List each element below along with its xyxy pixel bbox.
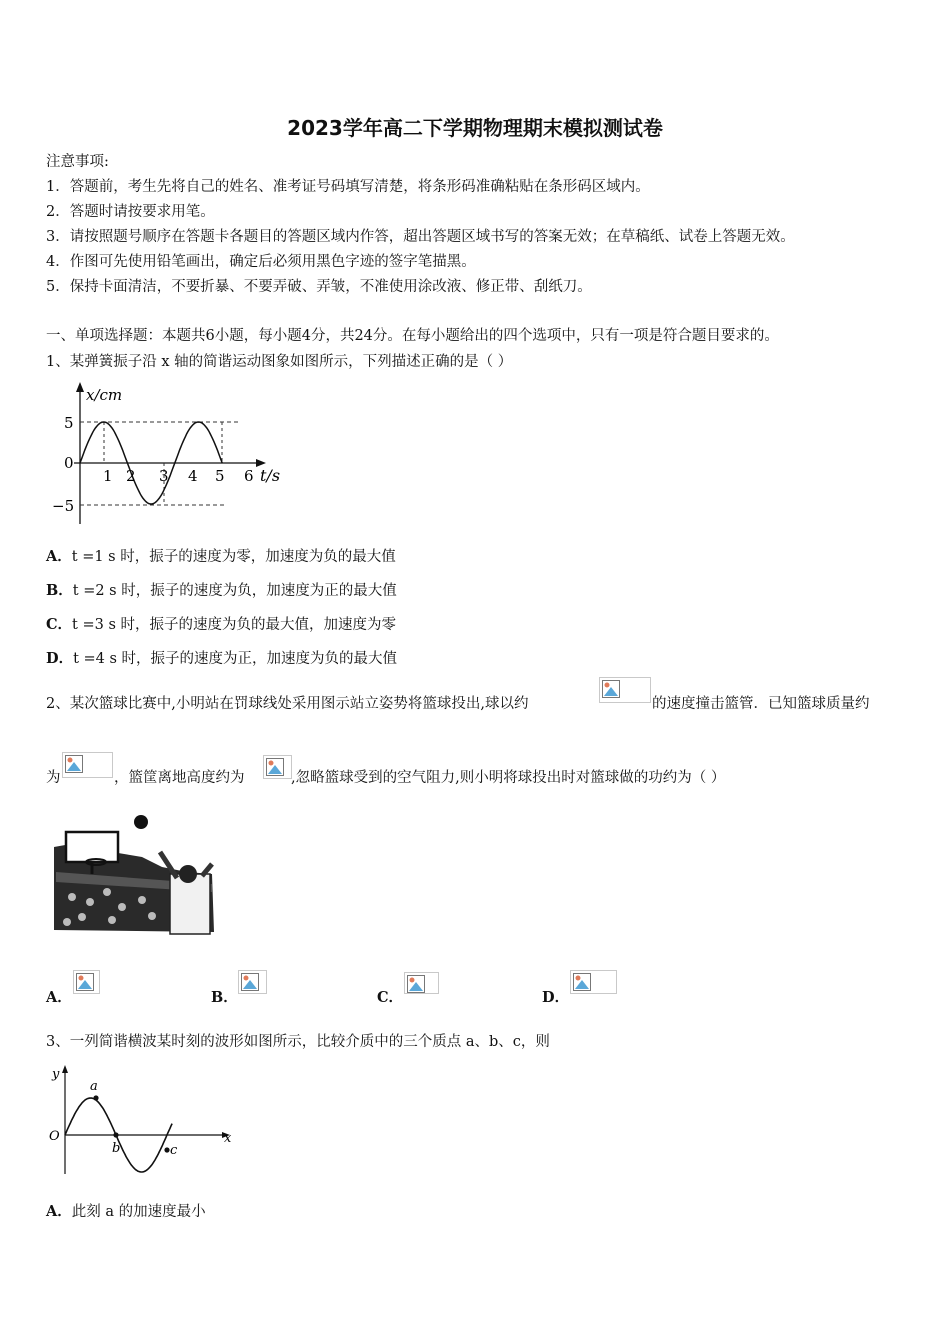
notice-item: 4．作图可先使用铅笔画出，确定后必须用黑色字迹的签字笔描黑。: [46, 254, 476, 270]
option-label: C．: [46, 616, 73, 633]
notice-item: 5．保持卡面清洁，不要折暴、不要弄破、弄皱，不准使用涂改液、修正带、刮纸刀。: [46, 279, 592, 295]
q3-x-label: x: [224, 1131, 232, 1146]
q2-stem-line1b: 的速度撞击篮管．已知篮球质量约: [652, 696, 870, 712]
option-text: t =3 s 时，振子的速度为负的最大值，加速度为零: [72, 617, 397, 633]
q2-stem-line2a: 为: [46, 770, 61, 786]
q1-option-d[interactable]: [46, 647, 397, 668]
option-label: A．: [46, 1203, 72, 1220]
option-label: B．: [46, 582, 73, 599]
broken-image-icon: [238, 970, 267, 994]
option-label: D．: [46, 650, 74, 667]
section-heading: 一、单项选择题：本题共6小题，每小题4分，共24分。在每小题给出的四个选项中，只有一项是符合题目要求的。: [46, 328, 779, 344]
broken-image-icon: [263, 755, 292, 779]
page-title: 2023学年高二下学期物理期末模拟测试卷: [287, 116, 663, 140]
q1-ytick: −5: [52, 497, 75, 515]
q2-basketball-photo: [52, 812, 217, 937]
q1-xtick: 1: [103, 467, 113, 485]
option-text: t =2 s 时，振子的速度为负，加速度为正的最大值: [72, 583, 397, 599]
q3-y-label: y: [52, 1067, 60, 1082]
option-label: A．: [46, 548, 72, 565]
q2-option-c[interactable]: [377, 986, 403, 1007]
q2-stem-line1a: 2、某次篮球比赛中,小明站在罚球线处采用图示站立姿势将篮球投出,球以约: [46, 696, 529, 712]
q3-point-c: [164, 1147, 169, 1152]
q2-option-a[interactable]: [46, 986, 72, 1007]
q1-option-a[interactable]: [46, 545, 396, 566]
q1-option-c[interactable]: [46, 613, 396, 634]
question-1-stem: 1、某弹簧振子沿 x 轴的简谐运动图象如图所示，下列描述正确的是（ ）: [46, 354, 513, 370]
q2-stem-line2b: ，篮筐离地高度约为: [114, 770, 245, 786]
q1-xtick: 4: [188, 467, 198, 485]
q1-ytick: 0: [64, 454, 74, 472]
q2-option-b[interactable]: [211, 986, 238, 1007]
question-3-stem: 3、一列简谐横波某时刻的波形如图所示，比较介质中的三个质点 a、b、c，则: [46, 1034, 550, 1050]
notice-heading: 注意事项:: [46, 154, 109, 170]
option-text: t =4 s 时，振子的速度为正，加速度为负的最大值: [73, 651, 398, 667]
broken-image-icon: [62, 752, 113, 778]
q1-x-label: t/s: [260, 466, 281, 485]
q3-label-c: c: [170, 1143, 178, 1158]
option-label: D．: [542, 989, 570, 1006]
q1-y-label: x/cm: [86, 386, 123, 404]
option-label: B．: [211, 989, 238, 1006]
broken-image-icon: [599, 677, 651, 703]
broken-image-icon: [570, 970, 617, 994]
q3-point-b: [113, 1132, 118, 1137]
q1-xtick: 6: [244, 467, 254, 485]
option-label: C．: [377, 989, 404, 1006]
q1-xtick: 2: [126, 467, 136, 485]
option-label: A．: [46, 989, 72, 1006]
q1-y-arrow: [76, 382, 84, 392]
notice-item: 2．答题时请按要求用笔。: [46, 204, 215, 220]
q2-option-d[interactable]: [542, 986, 569, 1007]
q1-shm-graph: [46, 380, 306, 530]
q3-point-a: [93, 1095, 98, 1100]
option-text: t =1 s 时，振子的速度为零，加速度为负的最大值: [71, 549, 396, 565]
q1-xtick: 5: [215, 467, 225, 485]
option-text: 此刻 a 的加速度最小: [71, 1204, 206, 1220]
notice-item: 3．请按照题号顺序在答题卡各题目的答题区域内作答，超出答题区域书写的答案无效；在草稿纸、试卷上答题无效。: [46, 229, 795, 245]
q3-option-a[interactable]: [46, 1200, 206, 1221]
broken-image-icon: [73, 970, 100, 994]
q3-origin: O: [49, 1129, 60, 1144]
q1-option-b[interactable]: [46, 579, 397, 600]
q1-ytick: 5: [64, 414, 74, 432]
q3-label-a: a: [90, 1079, 98, 1094]
q3-wave-graph: [44, 1062, 244, 1180]
q1-xtick: 3: [159, 467, 169, 485]
broken-image-icon: [404, 972, 439, 994]
q3-label-b: b: [112, 1141, 121, 1156]
q2-stem-line2c: ,忽略篮球受到的空气阻力,则小明将球投出时对篮球做的功约为（ ）: [291, 770, 726, 786]
notice-item: 1．答题前，考生先将自己的姓名、准考证号码填写清楚，将条形码准确粘贴在条形码区域内。: [46, 179, 650, 195]
